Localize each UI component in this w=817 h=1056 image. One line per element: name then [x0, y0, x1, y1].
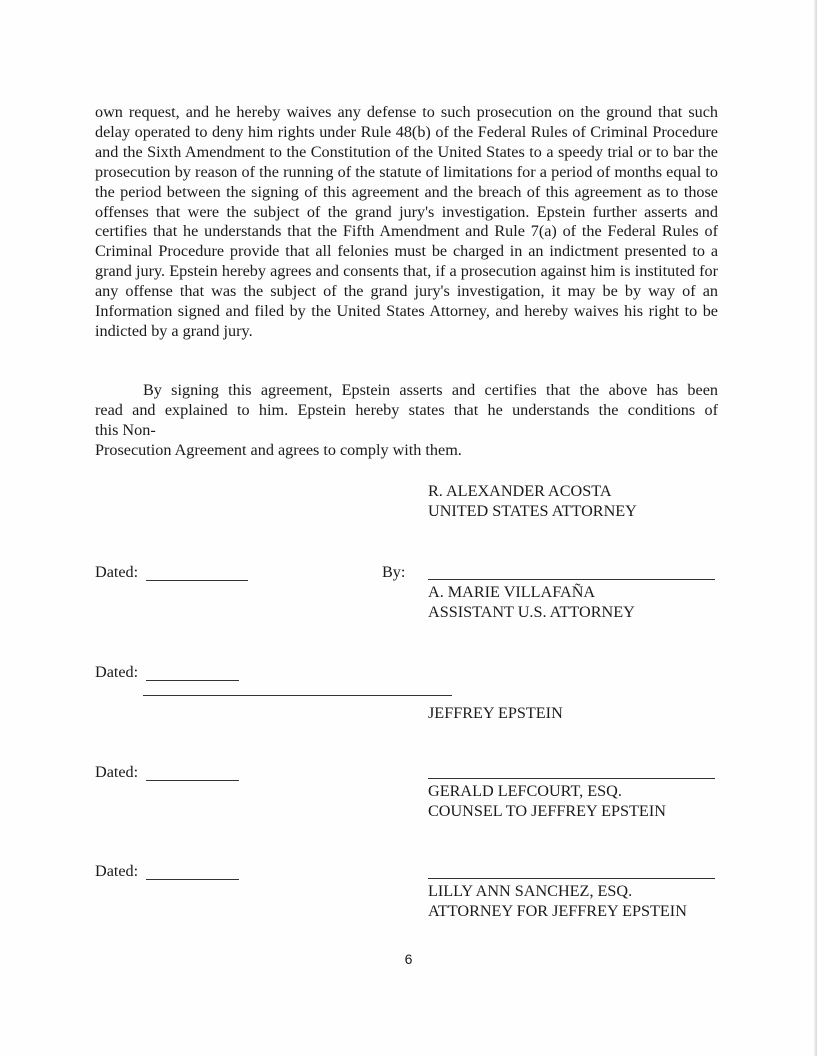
dated-label-4: Dated: [95, 862, 139, 880]
body-paragraph-1: own request, and he hereby waives any defense to such prosecution on the ground that such delay operated to deny him rights under Rule 48(b) of the Federal Rules of Criminal Procedure and the Sixth Amendment to the Constitution of the United States to a speedy trial or to bar the prosecution by reason of the running of the statute of limitations for a period of months equal to the period between the signing of this agreement and the breach of this agreement as to those offenses that were the subject of the grand jury's investigation. Epstein further asserts and certifies that he understands that the Fifth Amendment and Rule 7(a) of the Federal Rules of Criminal Procedure provide that all felonies must be charged in an indictment presented to a grand jury. Epstein hereby agrees and consents that, if a prosecution against him is instituted for any offense that was the subject of the grand jury's investigation, it may be by way of an Information signed and filed by the United States Attorney, and hereby waives his right to be indicted by a grand jury. [95, 103, 718, 340]
us-attorney-title: UNITED STATES ATTORNEY [428, 502, 637, 520]
signer-name-epstein: JEFFREY EPSTEIN [428, 704, 563, 722]
date-line-1 [146, 580, 248, 581]
paragraph-2-line-4: Prosecution Agreement and agrees to comply with them. [95, 440, 462, 459]
dated-label-3: Dated: [95, 763, 139, 781]
signature-line-villafana [428, 579, 715, 580]
signer-title-villafana: ASSISTANT U.S. ATTORNEY [428, 603, 635, 621]
us-attorney-name: R. ALEXANDER ACOSTA [428, 482, 612, 500]
date-line-3 [146, 780, 239, 781]
dated-label-1: Dated: [95, 563, 139, 581]
paragraph-2-line-2: read and explained to him. Epstein hereby states that he understands the conditions of [95, 400, 718, 419]
signer-title-lefcourt: COUNSEL TO JEFFREY EPSTEIN [428, 802, 666, 820]
date-line-2 [146, 680, 239, 681]
signer-name-lefcourt: GERALD LEFCOURT, ESQ. [428, 782, 622, 800]
signature-line-epstein [143, 695, 452, 696]
paragraph-2-line-3: this Non- [95, 420, 156, 439]
by-label: By: [382, 563, 406, 581]
signer-title-sanchez: ATTORNEY FOR JEFFREY EPSTEIN [428, 902, 687, 920]
signature-line-sanchez [428, 878, 715, 879]
page-number: 6 [404, 951, 413, 967]
body-paragraph-2 [95, 381, 718, 461]
signer-name-villafana: A. MARIE VILLAFAÑA [428, 583, 596, 601]
date-line-4 [146, 879, 239, 880]
dated-label-2: Dated: [95, 663, 139, 681]
signer-name-sanchez: LILLY ANN SANCHEZ, ESQ. [428, 882, 633, 900]
signature-line-lefcourt [428, 778, 715, 779]
paragraph-2-line-1: By signing this agreement, Epstein asserts and certifies that the above has been [143, 381, 718, 399]
